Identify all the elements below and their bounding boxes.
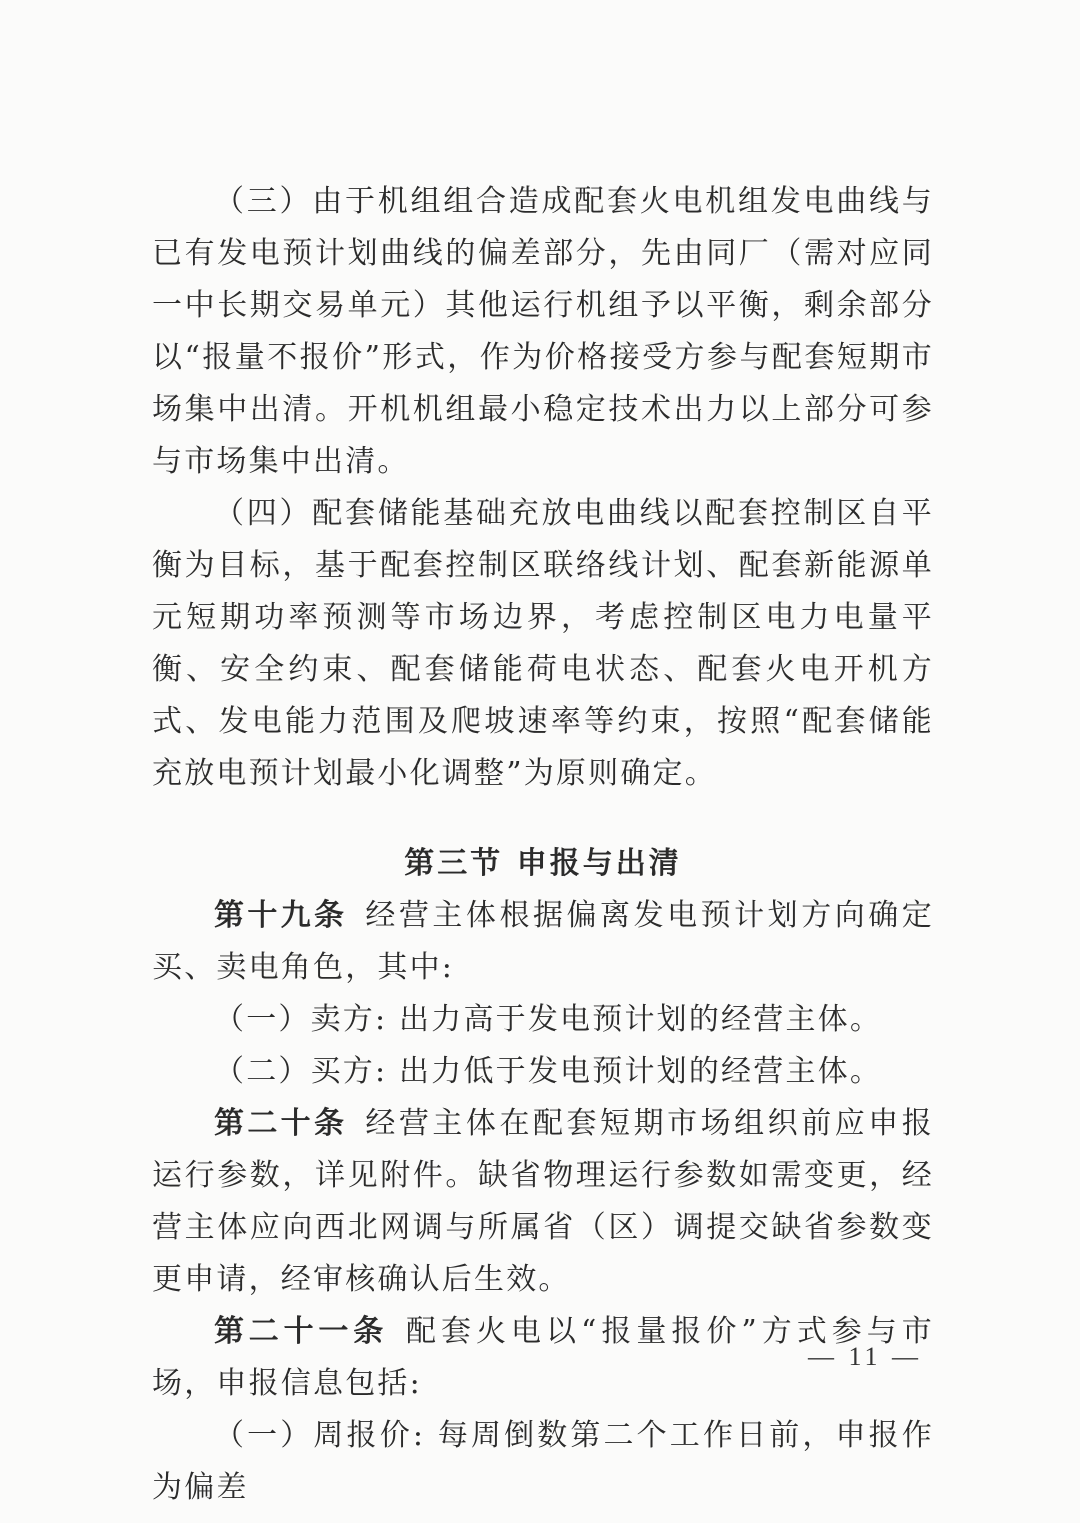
article-20 (152, 1098, 934, 1306)
article-21-item-1: （一）周报价: 每周倒数第二个工作日前，申报作为偏差 (152, 1418, 934, 1505)
article-20-number: 第二十条 (214, 1106, 348, 1141)
page-number: — 11 — (807, 1342, 923, 1371)
article-19-item-2: （二）买方: 出力低于发电预计划的经营主体。 (214, 1054, 883, 1089)
article-21-number: 第二十一条 (214, 1314, 389, 1349)
article-20-text: 经营主体在配套短期市场组织前应申报运行参数，详见附件。缺省物理运行参数如需变更，经营主体应向西北网调与所属省（区）调提交缺省参数变更申请，经审核确认后生效。 (152, 1106, 935, 1297)
section-title: 第三节 申报与出清 (404, 846, 682, 881)
article-19 (152, 890, 934, 994)
article-19-text: 经营主体根据偏离发电预计划方向确定买、卖电角色，其中: (152, 898, 935, 985)
article-19-number: 第十九条 (214, 898, 348, 933)
page-body (152, 176, 934, 1514)
paragraph-item-3: （三）由于机组组合造成配套火电机组发电曲线与已有发电预计划曲线的偏差部分，先由同厂（需对应同一中长期交易单元）其他运行机组予以平衡，剩余部分以“报量不报价”形式，作为价格接受方参与配套短期市场集中出清。开机机组最小稳定技术出力以上部分可参与市场集中出清。 (152, 184, 934, 479)
article-21-text: 配套火电以“报量报价”方式参与市场，申报信息包括: (152, 1314, 934, 1401)
article-19-item-1: （一）卖方: 出力高于发电预计划的经营主体。 (214, 1002, 883, 1037)
paragraph-item-4: （四）配套储能基础充放电曲线以配套控制区自平衡为目标，基于配套控制区联络线计划、配套新能源单元短期功率预测等市场边界，考虑控制区电力电量平衡、安全约束、配套储能荷电状态、配套火电开机方式、发电能力范围及爬坡速率等约束，按照“配套储能充放电预计划最小化调整”为原则确定。 (152, 496, 934, 791)
